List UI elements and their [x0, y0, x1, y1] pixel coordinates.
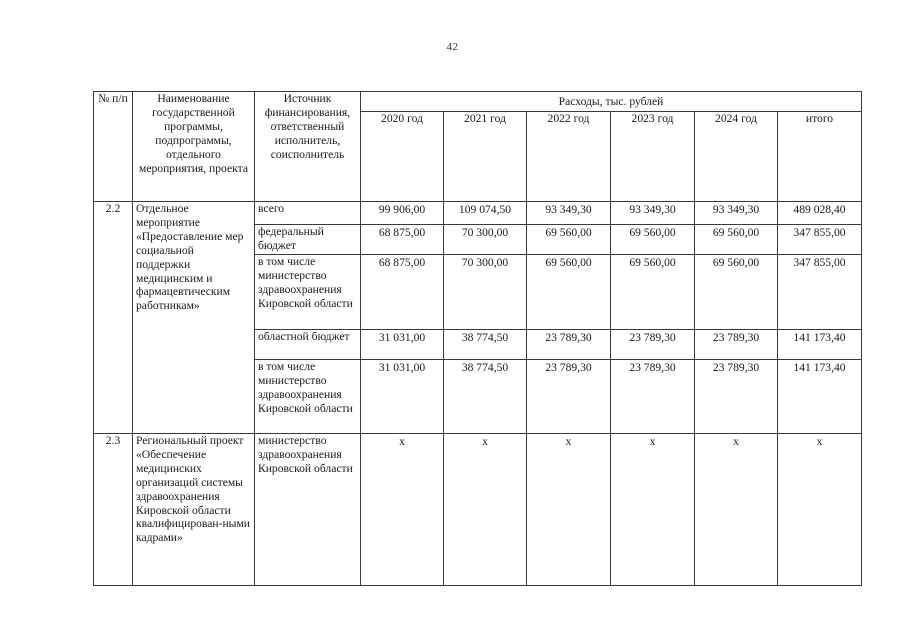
- header-total: итого: [778, 112, 862, 202]
- value-cell: 23 789,30: [611, 330, 695, 360]
- source-cell: областной бюджет: [255, 330, 361, 360]
- header-year: 2021 год: [444, 112, 527, 202]
- header-name: Наименование государственной программы, подпрограммы, отдельного мероприятия, проекта: [133, 92, 255, 202]
- table-row: [94, 202, 862, 225]
- value-cell: 23 789,30: [527, 360, 611, 434]
- value-cell: 70 300,00: [444, 225, 527, 255]
- value-cell: 347 855,00: [778, 225, 862, 255]
- value-cell: 99 906,00: [361, 202, 444, 225]
- value-cell: 69 560,00: [695, 225, 778, 255]
- value-cell: 69 560,00: [527, 255, 611, 330]
- value-cell: 69 560,00: [527, 225, 611, 255]
- value-cell: x: [361, 434, 444, 586]
- value-cell: x: [527, 434, 611, 586]
- source-cell: федеральный бюджет: [255, 225, 361, 255]
- header-year: 2023 год: [611, 112, 695, 202]
- source-cell: всего: [255, 202, 361, 225]
- section-number: 2.3: [94, 434, 133, 586]
- value-cell: 93 349,30: [611, 202, 695, 225]
- value-cell: 23 789,30: [695, 360, 778, 434]
- value-cell: 489 028,40: [778, 202, 862, 225]
- header-row-1: [94, 92, 862, 112]
- value-cell: 70 300,00: [444, 255, 527, 330]
- value-cell: 109 074,50: [444, 202, 527, 225]
- value-cell: 69 560,00: [695, 255, 778, 330]
- header-expenses: Расходы, тыс. рублей: [361, 92, 862, 112]
- section-name: Региональный проект «Обеспечение медицинских организаций системы здравоохранения Кировской области квалифицирован-ными кадрами»: [133, 434, 255, 586]
- value-cell: 68 875,00: [361, 225, 444, 255]
- value-cell: 69 560,00: [611, 225, 695, 255]
- value-cell: 31 031,00: [361, 330, 444, 360]
- value-cell: x: [444, 434, 527, 586]
- value-cell: x: [778, 434, 862, 586]
- value-cell: 93 349,30: [695, 202, 778, 225]
- source-cell: в том числе министерство здравоохранения Кировской области: [255, 255, 361, 330]
- header-year: 2020 год: [361, 112, 444, 202]
- value-cell: 23 789,30: [695, 330, 778, 360]
- header-year: 2022 год: [527, 112, 611, 202]
- value-cell: 23 789,30: [611, 360, 695, 434]
- budget-table: [93, 91, 862, 586]
- value-cell: 23 789,30: [527, 330, 611, 360]
- section-name: Отдельное мероприятие «Предоставление мер социальной поддержки медицинским и фармацевтическим работникам»: [133, 202, 255, 434]
- value-cell: 141 173,40: [778, 360, 862, 434]
- value-cell: 93 349,30: [527, 202, 611, 225]
- header-source: Источник финансирования, ответственный исполнитель, соисполнитель: [255, 92, 361, 202]
- source-cell: министерство здравоохранения Кировской области: [255, 434, 361, 586]
- value-cell: 38 774,50: [444, 360, 527, 434]
- value-cell: 141 173,40: [778, 330, 862, 360]
- source-cell: в том числе министерство здравоохранения Кировской области: [255, 360, 361, 434]
- section-number: 2.2: [94, 202, 133, 434]
- header-num: № п/п: [94, 92, 133, 202]
- value-cell: 347 855,00: [778, 255, 862, 330]
- value-cell: 31 031,00: [361, 360, 444, 434]
- value-cell: 69 560,00: [611, 255, 695, 330]
- page-number: 42: [446, 41, 459, 53]
- value-cell: x: [611, 434, 695, 586]
- value-cell: 68 875,00: [361, 255, 444, 330]
- table-row: [94, 434, 862, 586]
- value-cell: 38 774,50: [444, 330, 527, 360]
- value-cell: x: [695, 434, 778, 586]
- header-year: 2024 год: [695, 112, 778, 202]
